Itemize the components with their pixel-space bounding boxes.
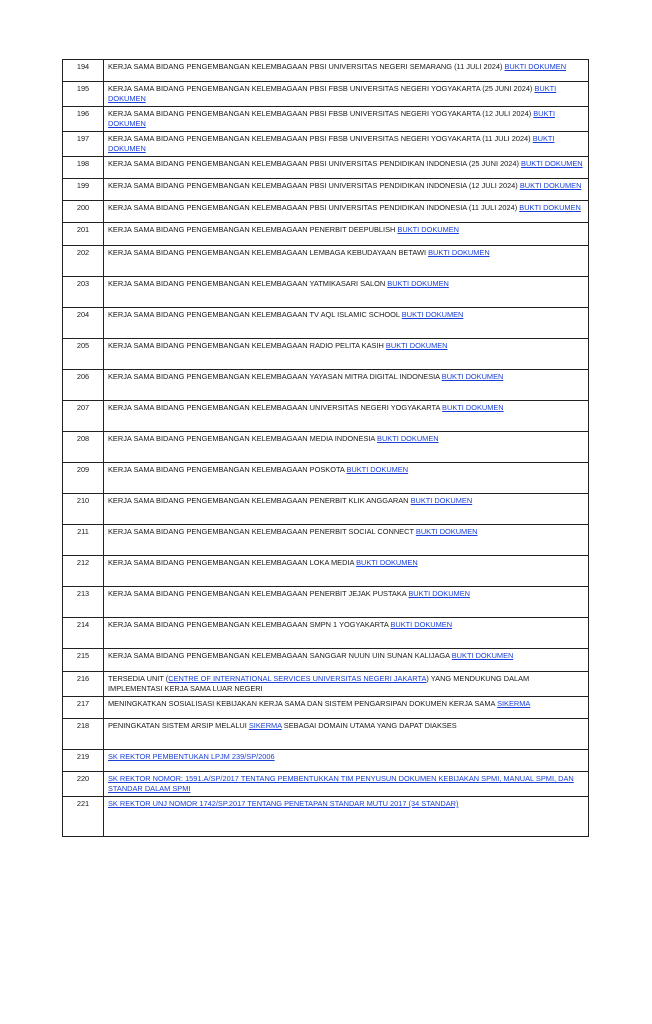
- row-description: [104, 750, 589, 772]
- row-description: [104, 277, 589, 308]
- row-number: 197: [63, 132, 104, 157]
- row-number: 221: [63, 797, 104, 837]
- document-link[interactable]: BUKTI DOKUMEN: [401, 310, 464, 319]
- document-link[interactable]: SK REKTOR UNJ NOMOR 1742/SP.2017 TENTANG PENETAPAN STANDAR MUTU 2017 (34 STANDAR): [108, 799, 459, 808]
- document-link[interactable]: BUKTI DOKUMEN: [390, 620, 453, 629]
- table-row: [63, 277, 589, 308]
- row-description: [104, 201, 589, 223]
- table-row: [63, 587, 589, 618]
- document-link[interactable]: BUKTI DOKUMEN: [387, 279, 449, 288]
- row-number: 217: [63, 697, 104, 719]
- row-text: KERJA SAMA BIDANG PENGEMBANGAN KELEMBAGAAN UNIVERSITAS NEGERI YOGYAKARTA: [108, 403, 443, 412]
- table-row: [63, 107, 589, 132]
- row-description: [104, 246, 589, 277]
- row-number: 212: [63, 556, 104, 587]
- row-text: KERJA SAMA BIDANG PENGEMBANGAN KELEMBAGAAN PBSI UNIVERSITAS PENDIDIKAN INDONESIA (12 JULI 2024): [108, 181, 520, 190]
- row-text: KERJA SAMA BIDANG PENGEMBANGAN KELEMBAGAAN YATMIKASARI SALON: [108, 279, 388, 288]
- row-number: 213: [63, 587, 104, 618]
- row-number: 216: [63, 672, 104, 697]
- row-text: KERJA SAMA BIDANG PENGEMBANGAN KELEMBAGAAN PBSI FBSB UNIVERSITAS NEGERI YOGYAKARTA (25 JUNI 2024): [108, 84, 535, 93]
- row-description: [104, 308, 589, 339]
- row-description: [104, 401, 589, 432]
- row-text: TERSEDIA UNIT (: [108, 674, 169, 683]
- document-link[interactable]: BUKTI DOKUMEN: [377, 434, 439, 443]
- document-link[interactable]: SIKERMA: [497, 699, 531, 708]
- table-row: [63, 463, 589, 494]
- row-description: [104, 587, 589, 618]
- row-number: 199: [63, 179, 104, 201]
- table-row: [63, 60, 589, 82]
- document-link[interactable]: BUKTI DOKUMEN: [504, 62, 567, 71]
- row-description: [104, 556, 589, 587]
- row-description: [104, 157, 589, 179]
- document-link[interactable]: BUKTI DOKUMEN: [428, 248, 490, 257]
- row-description: [104, 82, 589, 107]
- row-description: [104, 339, 589, 370]
- row-text: PENINGKATAN SISTEM ARSIP MELALUI: [108, 721, 249, 730]
- document-link[interactable]: BUKTI DOKUMEN: [519, 181, 582, 190]
- table-row: [63, 157, 589, 179]
- table-row: [63, 719, 589, 750]
- table-row: [63, 494, 589, 525]
- document-link[interactable]: BUKTI DOKUMEN: [108, 134, 555, 153]
- row-number: 198: [63, 157, 104, 179]
- row-text: KERJA SAMA BIDANG PENGEMBANGAN KELEMBAGAAN PENERBIT SOCIAL CONNECT: [108, 527, 416, 536]
- row-description: [104, 672, 589, 697]
- document-table: [62, 59, 589, 837]
- document-link[interactable]: BUKTI DOKUMEN: [385, 341, 448, 350]
- row-description: [104, 107, 589, 132]
- table-row: [63, 649, 589, 672]
- row-number: 196: [63, 107, 104, 132]
- row-text-after: ) YANG MENDUKUNG DALAM IMPLEMENTASI KERJA SAMA LUAR NEGERI: [108, 674, 530, 693]
- table-row: [63, 201, 589, 223]
- row-number: 195: [63, 82, 104, 107]
- row-description: [104, 60, 589, 82]
- row-description: [104, 719, 589, 750]
- table-row: [63, 697, 589, 719]
- row-description: [104, 223, 589, 246]
- row-number: 211: [63, 525, 104, 556]
- table-row: [63, 339, 589, 370]
- table-row: [63, 432, 589, 463]
- row-text: KERJA SAMA BIDANG PENGEMBANGAN KELEMBAGAAN MEDIA INDONESIA: [108, 434, 378, 443]
- document-link[interactable]: SK REKTOR NOMOR: 1591.A/SP/2017 TENTANG PEMBENTUKKAN TIM PENYUSUN DOKUMEN KEBIJAKAN SPMI, MANUAL SPMI, DAN STANDAR DALAM SPMI: [108, 774, 574, 793]
- document-link[interactable]: BUKTI DOKUMEN: [442, 403, 504, 412]
- table-row: [63, 797, 589, 837]
- row-number: 204: [63, 308, 104, 339]
- document-link[interactable]: BUKTI DOKUMEN: [521, 159, 583, 168]
- row-number: 209: [63, 463, 104, 494]
- row-text: KERJA SAMA BIDANG PENGEMBANGAN KELEMBAGAAN PBSI FBSB UNIVERSITAS NEGERI YOGYAKARTA (11 JULI 2024): [108, 134, 533, 143]
- table-row: [63, 179, 589, 201]
- document-link[interactable]: BUKTI DOKUMEN: [451, 651, 514, 660]
- row-text: KERJA SAMA BIDANG PENGEMBANGAN KELEMBAGAAN SMPN 1 YOGYAKARTA: [108, 620, 391, 629]
- row-text: KERJA SAMA BIDANG PENGEMBANGAN KELEMBAGAAN PBSI FBSB UNIVERSITAS NEGERI YOGYAKARTA (12 JULI 2024): [108, 109, 534, 118]
- document-link[interactable]: BUKTI DOKUMEN: [346, 465, 409, 474]
- row-number: 200: [63, 201, 104, 223]
- row-description: [104, 697, 589, 719]
- row-number: 206: [63, 370, 104, 401]
- row-description: [104, 370, 589, 401]
- row-number: 210: [63, 494, 104, 525]
- row-number: 219: [63, 750, 104, 772]
- table-body: [63, 60, 589, 837]
- row-text: KERJA SAMA BIDANG PENGEMBANGAN KELEMBAGAAN LOKA MEDIA: [108, 558, 357, 567]
- row-text: KERJA SAMA BIDANG PENGEMBANGAN KELEMBAGAAN SANGGAR NUUN UIN SUNAN KALIJAGA: [108, 651, 452, 660]
- row-description: [104, 797, 589, 837]
- row-number: 202: [63, 246, 104, 277]
- row-text: KERJA SAMA BIDANG PENGEMBANGAN KELEMBAGAAN PBSI UNIVERSITAS NEGERI SEMARANG (11 JULI 2024): [108, 62, 505, 71]
- row-text: KERJA SAMA BIDANG PENGEMBANGAN KELEMBAGAAN PENERBIT DEEPUBLISH: [108, 225, 398, 234]
- table-row: [63, 772, 589, 797]
- row-text: KERJA SAMA BIDANG PENGEMBANGAN KELEMBAGAAN LEMBAGA KEBUDAYAAN BETAWI: [108, 248, 429, 257]
- row-number: 215: [63, 649, 104, 672]
- row-description: [104, 618, 589, 649]
- table-row: [63, 223, 589, 246]
- row-text: KERJA SAMA BIDANG PENGEMBANGAN KELEMBAGAAN RADIO PELITA KASIH: [108, 341, 386, 350]
- table-row: [63, 556, 589, 587]
- row-number: 208: [63, 432, 104, 463]
- row-description: [104, 649, 589, 672]
- row-description: [104, 463, 589, 494]
- row-number: 201: [63, 223, 104, 246]
- document-link[interactable]: BUKTI DOKUMEN: [415, 527, 478, 536]
- table-row: [63, 672, 589, 697]
- row-description: [104, 132, 589, 157]
- document-link[interactable]: BUKTI DOKUMEN: [108, 109, 555, 128]
- table-row: [63, 750, 589, 772]
- row-text: KERJA SAMA BIDANG PENGEMBANGAN KELEMBAGAAN PENERBIT JEJAK PUSTAKA: [108, 589, 409, 598]
- row-number: 203: [63, 277, 104, 308]
- row-text: KERJA SAMA BIDANG PENGEMBANGAN KELEMBAGAAN YAYASAN MITRA DIGITAL INDONESIA: [108, 372, 442, 381]
- row-number: 220: [63, 772, 104, 797]
- row-text: KERJA SAMA BIDANG PENGEMBANGAN KELEMBAGAAN PBSI UNIVERSITAS PENDIDIKAN INDONESIA (25 JUNI 2024): [108, 159, 522, 168]
- row-number: 205: [63, 339, 104, 370]
- row-description: [104, 494, 589, 525]
- row-text: MENINGKATKAN SOSIALISASI KEBIJAKAN KERJA SAMA DAN SISTEM PENGARSIPAN DOKUMEN KERJA SAMA: [108, 699, 498, 708]
- row-description: [104, 432, 589, 463]
- table-row: [63, 618, 589, 649]
- document-link[interactable]: BUKTI DOKUMEN: [356, 558, 418, 567]
- row-number: 214: [63, 618, 104, 649]
- document-link[interactable]: BUKTI DOKUMEN: [397, 225, 460, 234]
- document-link[interactable]: BUKTI DOKUMEN: [441, 372, 504, 381]
- row-text-after: SEBAGAI DOMAIN UTAMA YANG DAPAT DIAKSES: [281, 721, 457, 730]
- document-link[interactable]: BUKTI DOKUMEN: [519, 203, 581, 212]
- row-text: KERJA SAMA BIDANG PENGEMBANGAN KELEMBAGAAN PENERBIT KLIK ANGGARAN: [108, 496, 411, 505]
- document-link[interactable]: SIKERMA: [248, 721, 282, 730]
- table-row: [63, 401, 589, 432]
- document-link[interactable]: BUKTI DOKUMEN: [108, 84, 557, 103]
- table-row: [63, 308, 589, 339]
- table-row: [63, 82, 589, 107]
- document-link[interactable]: BUKTI DOKUMEN: [408, 589, 470, 598]
- row-number: 218: [63, 719, 104, 750]
- row-text: KERJA SAMA BIDANG PENGEMBANGAN KELEMBAGAAN POSKOTA: [108, 465, 347, 474]
- table-row: [63, 525, 589, 556]
- table-row: [63, 246, 589, 277]
- document-link[interactable]: SK REKTOR PEMBENTUKAN LPJM 239/SP/2006: [108, 752, 275, 761]
- table-row: [63, 370, 589, 401]
- row-number: 207: [63, 401, 104, 432]
- row-description: [104, 772, 589, 797]
- row-description: [104, 525, 589, 556]
- row-description: [104, 179, 589, 201]
- row-text: KERJA SAMA BIDANG PENGEMBANGAN KELEMBAGAAN TV AQL ISLAMIC SCHOOL: [108, 310, 402, 319]
- document-link[interactable]: CENTRE OF INTERNATIONAL SERVICES UNIVERSITAS NEGERI JAKARTA: [168, 674, 427, 683]
- row-number: 194: [63, 60, 104, 82]
- row-text: KERJA SAMA BIDANG PENGEMBANGAN KELEMBAGAAN PBSI UNIVERSITAS PENDIDIKAN INDONESIA (11 JULI 2024): [108, 203, 520, 212]
- table-row: [63, 132, 589, 157]
- document-link[interactable]: BUKTI DOKUMEN: [410, 496, 473, 505]
